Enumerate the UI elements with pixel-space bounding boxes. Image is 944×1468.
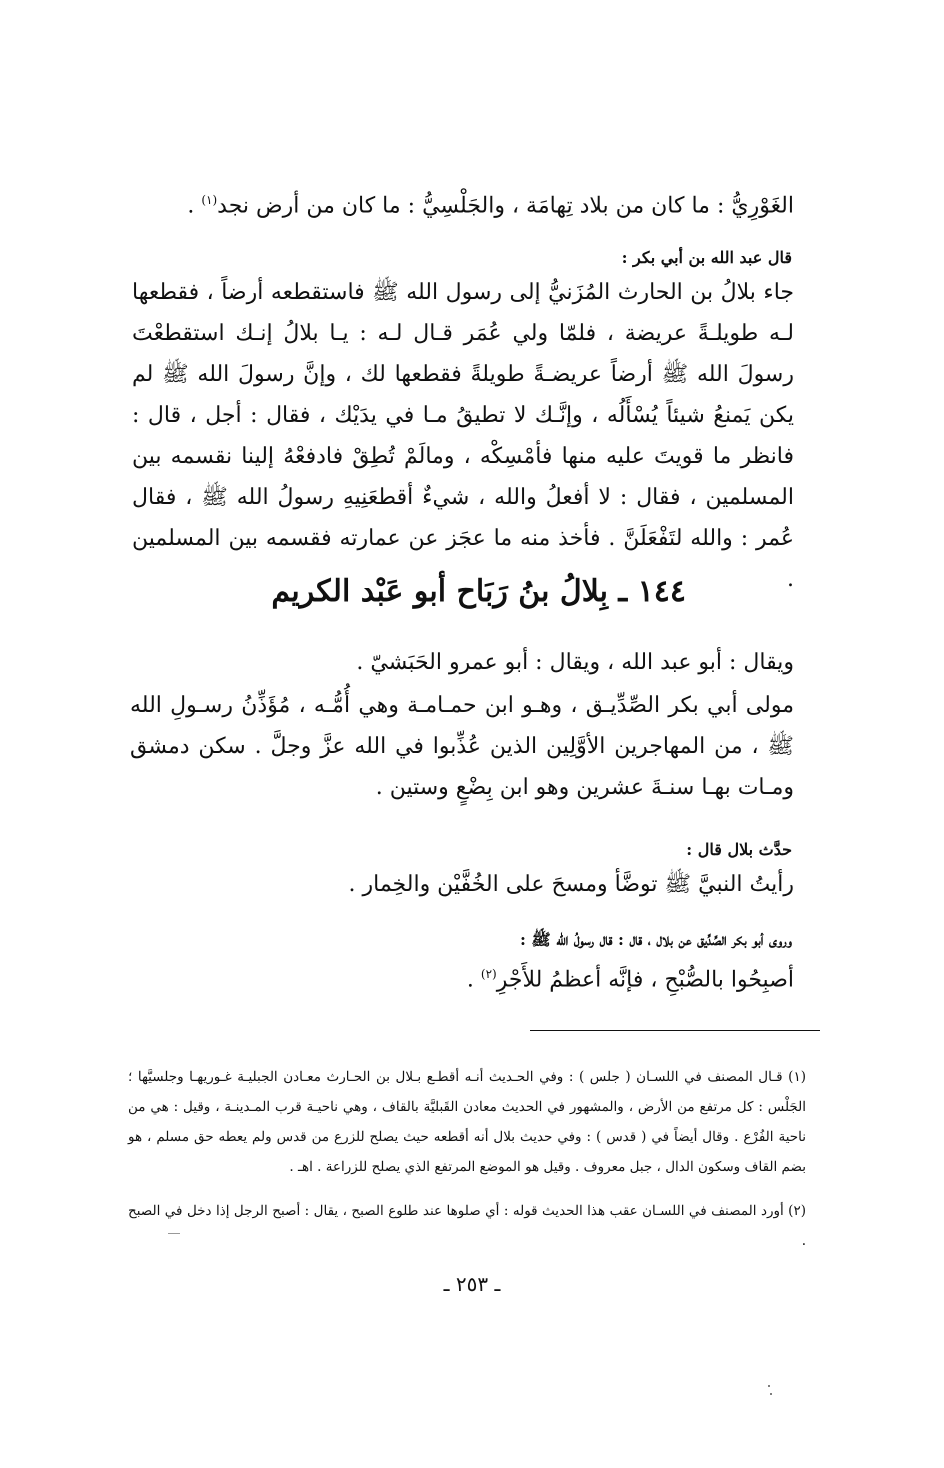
paragraph-biography: مولى أبي بكر الصِّدِّيـق ، وهـو ابن حمـامـة وهي أُمُّـه ، مُؤَذِّنُ رسـولِ الله ﷺ ، من المهاجرين الأوَّلِين الذين عُذِّبوا في الله عزَّ وجلَّ . سكن دمشق ومـات بهـا سنـةَ عشرين وهو ابن بِضْعٍ وستين .: [130, 693, 794, 800]
hadith-footnote-marker: (٢): [480, 967, 497, 981]
intro-line: [187, 180, 794, 226]
intro-text: الغَوْرِيُّ : ما كان من بلاد تِهامَة ، والجَلْسِيُّ : ما كان من أرض نجد: [217, 193, 794, 219]
scan-speck: [168, 1233, 180, 1234]
footnote-2: (٢) أورد المصنف في اللسـان عقب هذا الحديث قوله : أي صلوها عند طلوع الصبح ، يقال : أصبح الرجل إذا دخل في الصبح .: [128, 1203, 806, 1249]
hadith-wudu: رأيتُ النبيَّ ﷺ توضَّأ ومسحَ على الخُفَّيْن والخِمار .: [348, 872, 794, 897]
intro-period: .: [187, 193, 195, 219]
section-heading: ١٤٤ ـ بِلالُ بنُ رَبَاح أبو عَبْد الكريم: [271, 574, 686, 609]
footnote-divider: [530, 1030, 820, 1031]
narrator-abdullah: قال عبد الله بن أبي بكر :: [621, 248, 792, 267]
hadith-fajr-text: أصبِحُوا بالصُّبْحِ ، فإنَّه أعظمُ للأَجْرِ: [496, 967, 794, 993]
narrator-abu-bakr: وروى أبو بكر الصِّدِّيق عن بلال ، قال : قال رسولُ الله ﷺ :: [519, 930, 792, 949]
hadith-fajr-period: .: [466, 967, 474, 993]
footnote-1: (١) قـال المصنف في اللسـان ( جلس ) : وفي الحـديث أنـه أقطـع بـلال بن الحـارث معـادن الجبليـة غـوريهـا وجلسيَّها ؛ الجَلْس : كل مرتفع من الأرض ، والمشهور في الحديث معادن القَبليَّة بالقاف ، وهي ناحيـة قرب المـدينـة ، وقيل : هي من ناحية الفُرْع . وقال أيضاً في ( قدس ) : وفي حديث بلال أنه أقطعه حيث يصلح للزرع من قدس ولم يعطه حق مسلم ، هو بضم القاف وسكون الدال ، جبل معروف . وقيل هو الموضع المرتفع الذي يصلح للزراعة . اهـ .: [128, 1069, 806, 1175]
narrator-bilal: حدَّث بلال قال :: [686, 840, 792, 859]
paragraph-bilal-ibn-harith: جاء بلالُ بن الحارث المُزَنيُّ إلى رسول الله ﷺ فاستقطعه أرضاً ، فقطعها لـه طويلـةً عريضة ، فلمّا ولي عُمَر قـال لـه : يـا بلالُ إنـك استقطعْتَ رسولَ الله ﷺ أرضاً عريضـةً طويلةً فقطعها لك ، وإنَّ رسولَ الله ﷺ لم يكن يَمنعُ شيئاً يُسْأَلُه ، وإنَّـك لا تطيقُ مـا في يدَيْك ، فقال : أجل ، قال : فانظر ما قويتَ عليه منها فأمْسِكْه ، ومالَمْ تُطِقْ فادفعْهُ إلينا نقسمه بين المسلمين ، فقال : لا أفعلُ والله ، شيءٌ أقطعَنِيهِ رسولُ الله ﷺ ، فقال عُمر : والله لتَفْعَلَنَّ . فأخذ منه ما عجَز عن عمارته فقسمه بين المسلمين .: [132, 280, 794, 592]
scan-speck: [768, 1385, 770, 1387]
kunya-line: ويقال : أبو عبد الله ، ويقال : أبو عمرو الحَبَشيّ .: [356, 650, 794, 675]
intro-footnote-marker: (١): [201, 193, 218, 207]
page-number: ـ ٢٥٣ ـ: [443, 1272, 501, 1296]
hadith-fajr: [467, 954, 794, 1000]
scan-speck: [770, 1393, 772, 1395]
